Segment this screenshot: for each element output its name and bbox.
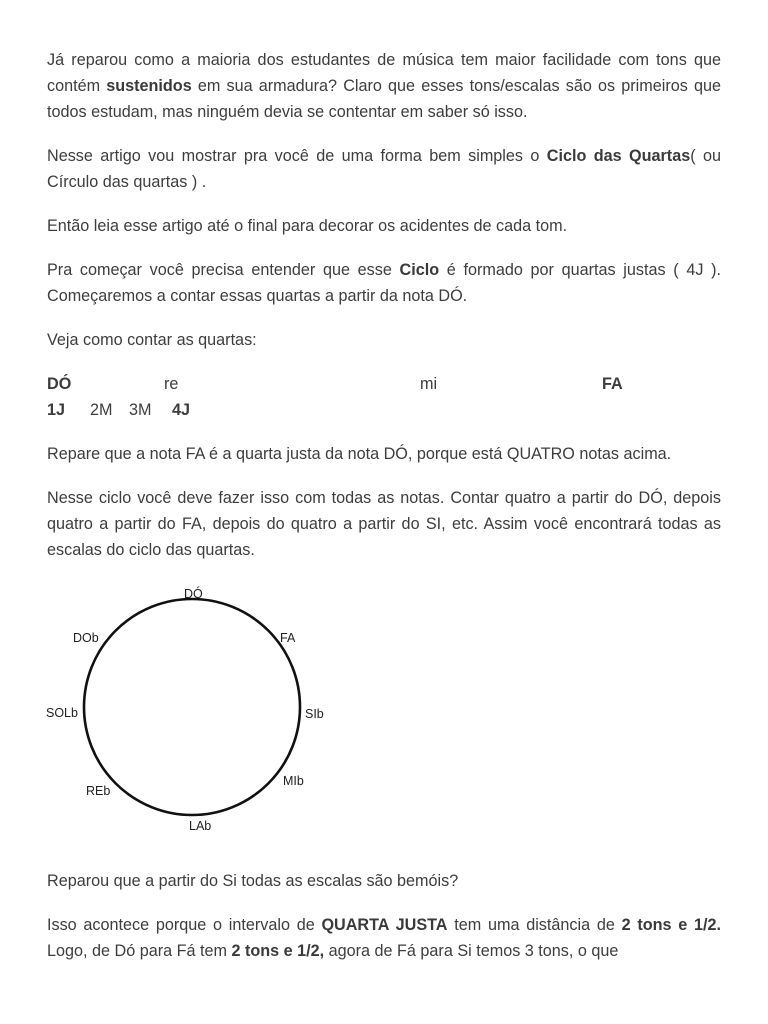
- note-re: re: [164, 375, 179, 393]
- circle-outline: [84, 599, 300, 815]
- label-do: DÓ: [184, 587, 203, 601]
- paragraph-repare: Repare que a nota FA é a quarta justa da nota DÓ, porque está QUATRO notas acima.: [47, 445, 672, 463]
- circle-svg: [40, 578, 340, 838]
- label-reb: REb: [86, 784, 111, 798]
- circle-of-fourths-diagram: [40, 578, 340, 838]
- note-do: DÓ: [47, 375, 72, 393]
- article-body: [47, 47, 721, 581]
- interval-1j: 1J: [47, 401, 66, 419]
- paragraph-intro: Já reparou como a maioria dos estudantes de música tem maior facilidade com tons que contém sustenidos em sua armadura? Claro que esses tons/escalas são os primeiros que todos estudam, mas ninguém devia se contentar em saber só isso.: [47, 51, 721, 121]
- paragraph-nesse-ciclo: Nesse ciclo você deve fazer isso com todas as notas. Contar quatro a partir do DÓ, depois quatro a partir do FA, depois do quatro a partir do SI, etc. Assim você encontrará todas as escalas do ciclo das quartas.: [47, 489, 721, 559]
- label-dob: DOb: [73, 631, 99, 645]
- paragraph-comecar: Pra começar você precisa entender que esse Ciclo é formado por quartas justas ( 4J ). Começaremos a contar essas quartas a partir da nota DÓ.: [47, 261, 721, 305]
- bold-ciclo: Ciclo: [399, 261, 440, 279]
- bold-ciclo-das-quartas: Ciclo das Quartas: [546, 147, 691, 165]
- paragraph-quarta-justa: Isso acontece porque o intervalo de QUARTA JUSTA tem uma distância de 2 tons e 1/2. Logo, de Dó para Fá tem 2 tons e 1/2, agora de Fá para Si temos 3 tons, o que: [47, 916, 721, 960]
- article-body-continued: [47, 868, 721, 982]
- interval-4j: 4J: [172, 401, 191, 419]
- paragraph-leia: Então leia esse artigo até o final para decorar os acidentes de cada tom.: [47, 217, 568, 235]
- bold-2-tons-e-meio-2: 2 tons e 1/2,: [231, 942, 325, 960]
- interval-3m: 3M: [129, 401, 152, 419]
- interval-2m: 2M: [90, 401, 113, 419]
- label-sib: SIb: [305, 707, 324, 721]
- notes-row: [47, 371, 721, 397]
- bold-sustenidos: sustenidos: [106, 77, 192, 95]
- paragraph-bemois: Reparou que a partir do Si todas as escalas são bemóis?: [47, 872, 459, 890]
- bold-2-tons-e-meio: 2 tons e 1/2.: [621, 916, 721, 934]
- label-fa: FA: [280, 631, 296, 645]
- label-lab: LAb: [189, 819, 212, 833]
- paragraph-veja: Veja como contar as quartas:: [47, 331, 257, 349]
- note-fa: FA: [602, 375, 623, 393]
- paragraph-ciclo: Nesse artigo vou mostrar pra você de uma forma bem simples o Ciclo das Quartas( ou Círculo das quartas ) .: [47, 147, 721, 191]
- bold-quarta-justa: QUARTA JUSTA: [321, 916, 448, 934]
- label-mib: MIb: [283, 774, 304, 788]
- intervals-row: [47, 397, 721, 423]
- label-solb: SOLb: [46, 706, 78, 720]
- note-mi: mi: [420, 375, 438, 393]
